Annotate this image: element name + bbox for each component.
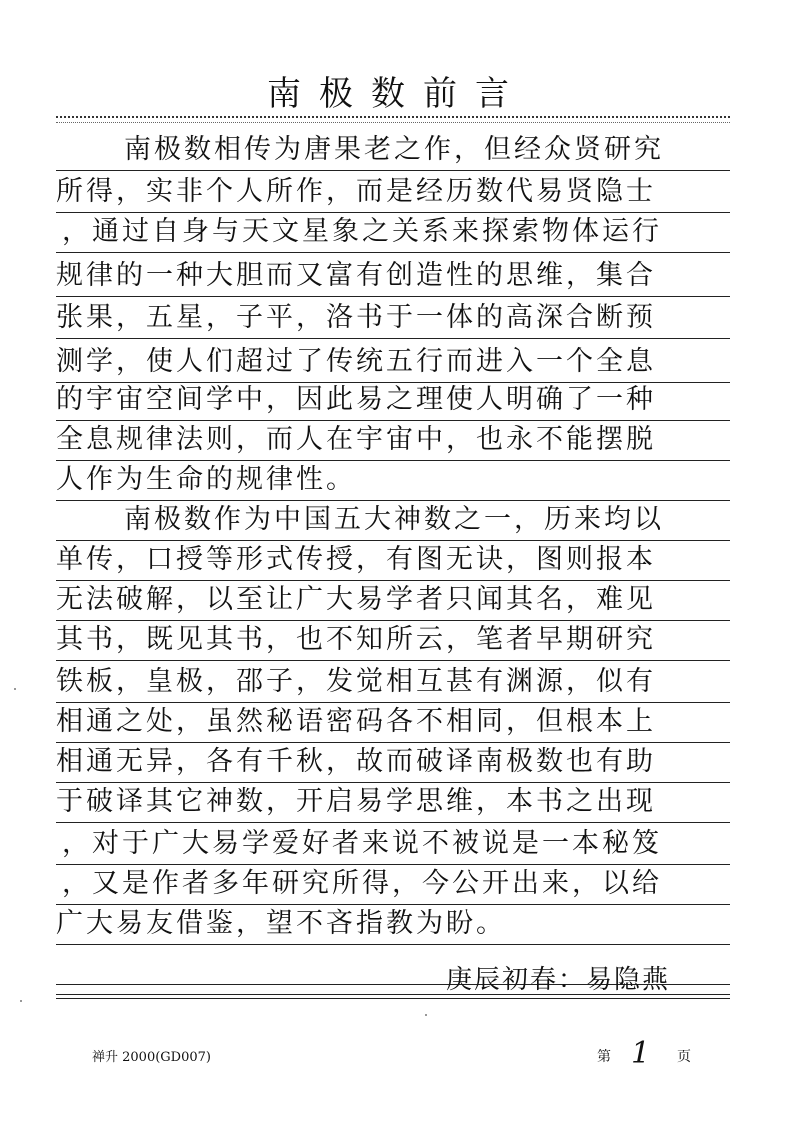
manuscript-line-text: 铁板，皇极，邵子，发觉相互甚有渊源，似有 — [56, 666, 656, 697]
ruled-line — [56, 576, 730, 621]
manuscript-line-text: 人作为生命的规律性。 — [56, 464, 356, 495]
paper-speck — [14, 688, 16, 690]
ruled-line — [56, 658, 730, 703]
ruled-line — [56, 860, 730, 905]
manuscript-line-text: 测学，使人们超过了传统五行而进入一个全息 — [56, 346, 656, 377]
manuscript-line-text: 于破译其它神数，开启易学思维，本书之出现 — [56, 786, 656, 817]
ruled-line — [56, 536, 730, 581]
manuscript-line-text: 的宇宙空间学中，因此易之理使人明确了一种 — [56, 384, 656, 415]
ruled-line — [56, 456, 730, 501]
footer-source: 禅升 2000(GD007) — [92, 1050, 211, 1065]
manuscript-line-text: 单传，口授等形式传授，有图无诀，图则报本 — [56, 544, 656, 575]
page-prefix: 第 — [597, 1049, 611, 1065]
ruled-line — [56, 416, 730, 461]
page-suffix: 页 — [677, 1049, 691, 1065]
manuscript-line-text: 全息规律法则，而人在宇宙中，也永不能摆脱 — [56, 424, 656, 455]
manuscript-line-text: ，对于广大易学爱好者来说不被说是一本秘笈 — [62, 828, 662, 859]
ruled-line — [56, 376, 730, 421]
manuscript-line-text: 所得，实非个人所作，而是经历数代易贤隐士 — [56, 176, 656, 207]
ruled-line — [56, 208, 730, 253]
ruled-line — [56, 616, 730, 661]
ruled-line — [56, 778, 730, 823]
ruled-line — [56, 252, 730, 297]
signature: 庚辰初春：易隐燕 — [445, 965, 670, 995]
ruled-line — [56, 294, 730, 339]
ruled-line-blank — [56, 986, 730, 995]
page-title: 南极数前言 — [267, 74, 527, 114]
manuscript-line-text: 张果，五星，子平，洛书于一体的高深合断预 — [56, 302, 656, 333]
manuscript-line-text: 南极数作为中国五大神数之一，历来均以 — [124, 504, 664, 535]
title-divider — [56, 116, 730, 123]
manuscript-line-text: 南极数相传为唐果老之作，但经众贤研究 — [124, 134, 664, 165]
page-number: 1 — [631, 1036, 651, 1071]
ruled-line — [56, 698, 730, 743]
paper-speck — [425, 1014, 427, 1016]
ruled-line — [56, 738, 730, 783]
manuscript-line-text: 无法破解，以至让广大易学者只闻其名，难见 — [56, 584, 656, 615]
manuscript-line-text: ，通过自身与天文星象之关系来探索物体运行 — [62, 216, 662, 247]
ruled-line — [56, 900, 730, 945]
manuscript-line-text: ，又是作者多年研究所得，今公开出来，以给 — [62, 868, 662, 899]
manuscript-line-text: 相通之处，虽然秘语密码各不相同，但根本上 — [56, 706, 656, 737]
ruled-line — [56, 126, 730, 171]
manuscript-line-text: 其书，既见其书，也不知所云，笔者早期研究 — [56, 624, 656, 655]
ruled-line — [56, 820, 730, 865]
ruled-line — [56, 168, 730, 213]
manuscript-line-text: 相通无异，各有千秋，故而破译南极数也有助 — [56, 746, 656, 777]
manuscript-line-text: 广大易友借鉴，望不吝指教为盼。 — [56, 908, 506, 939]
paper-speck — [20, 1000, 22, 1002]
ruled-line — [56, 496, 730, 541]
manuscript-line-text: 规律的一种大胆而又富有创造性的思维，集合 — [56, 260, 656, 291]
